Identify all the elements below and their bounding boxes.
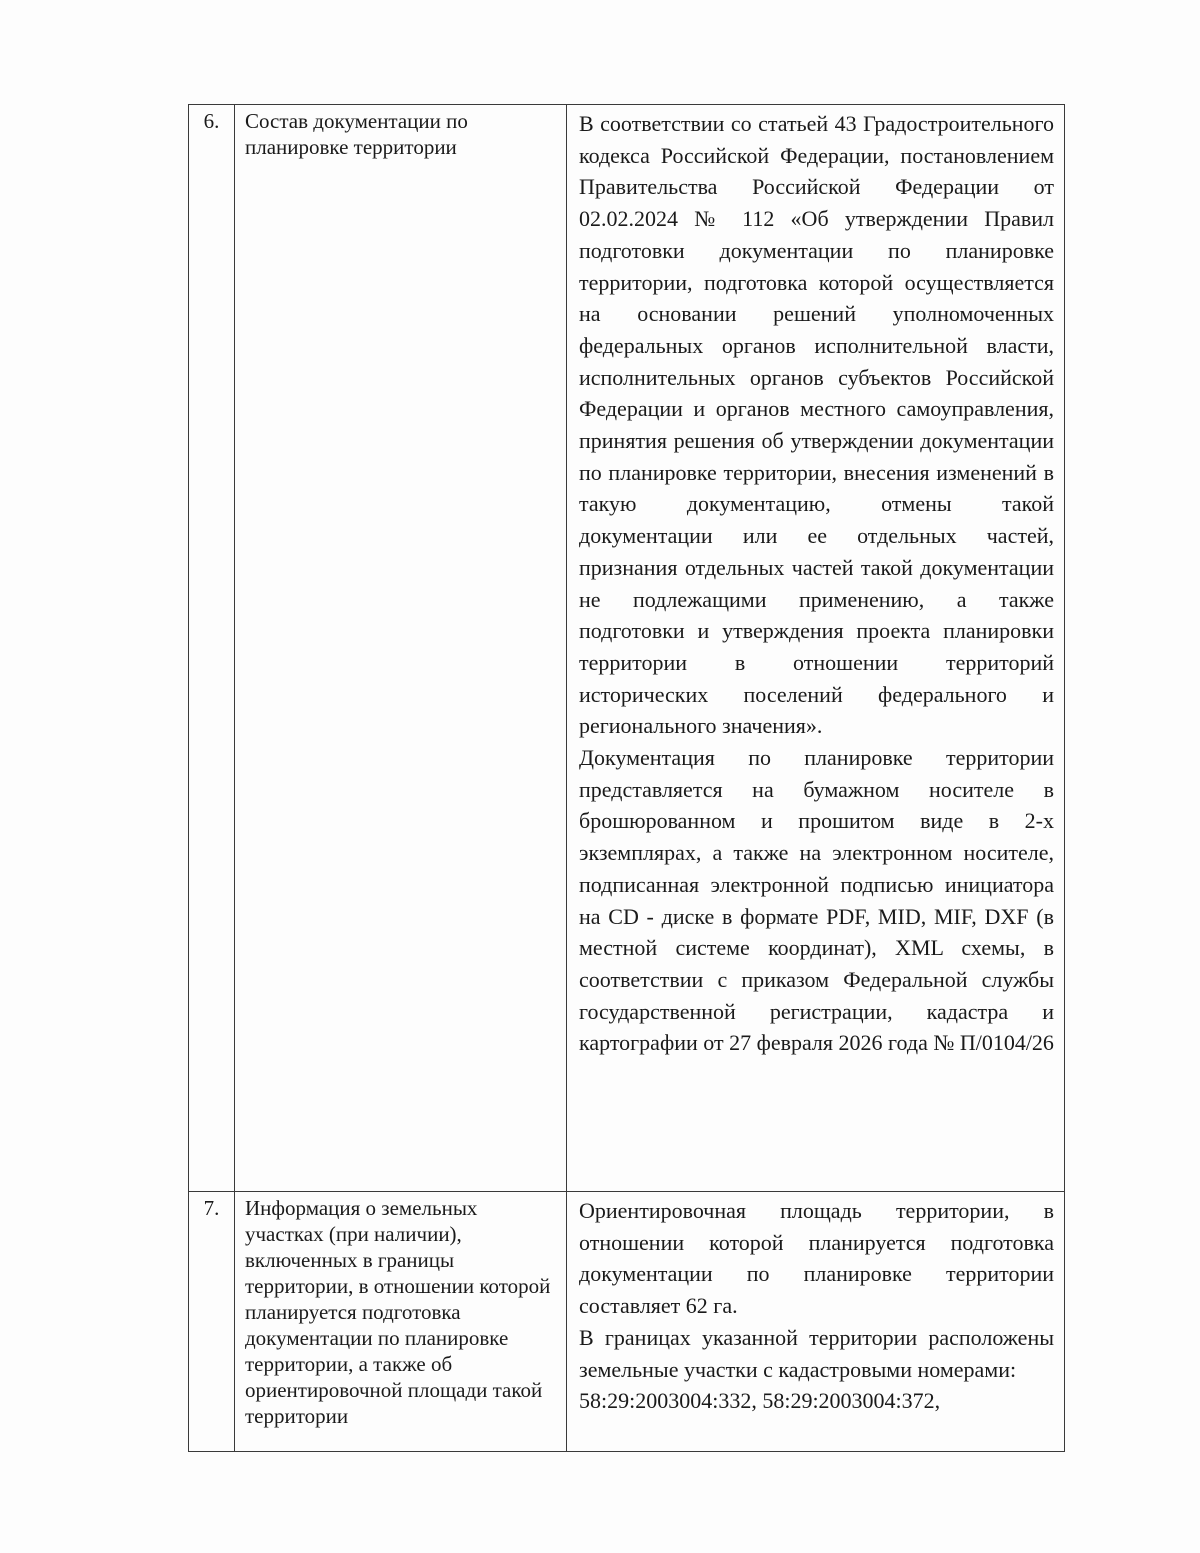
table-row: [189, 1192, 1065, 1452]
row-number: 7.: [189, 1192, 235, 1452]
content-paragraph: Документация по планировке территории представляется на бумажном носителе в брошюрованном и прошитом виде в 2-х экземплярах, а также на электронном носителе, подписанная электронной подписью инициатора на CD - диске в формате PDF, MID, MIF, DXF (в местной системе координат), XML схемы, в соответствии с приказом Федеральной службы государственной регистрации, кадастра и картографии от 27 февраля 2026 года № П/0104/26: [579, 745, 1054, 1056]
content-paragraph: Ориентировочная площадь территории, в отношении которой планируется подготовка документации по планировке территории составляет 62 га.: [579, 1198, 1054, 1319]
row-number: 6.: [189, 105, 235, 1192]
row-content: [567, 1192, 1065, 1452]
content-paragraph: В границах указанной территории расположены земельные участки с кадастровыми номерами:: [579, 1324, 1054, 1382]
content-paragraph: В соответствии со статьей 43 Градостроительного кодекса Российской Федерации, постановлением Правительства Российской Федерации от 02.02.2024 № 112 «Об утверждении Правил подготовки документации по планировке территории, подготовка которой осуществляется на основании решений уполномоченных федеральных органов исполнительной власти, исполнительных органов субъектов Российской Федерации и органов местного самоуправления, принятия решения об утверждении документации по планировке территории, внесения изменений в такую документацию, отмены такой документации или ее отдельных частей, признания отдельных частей такой документации не подлежащими применению, а также подготовки и утверждения проекта планировки территории в отношении территорий исторических поселений федерального и регионального значения».: [579, 111, 1054, 739]
requirements-table: [188, 104, 1065, 1452]
content-paragraph: 58:29:2003004:332, 58:29:2003004:372,: [579, 1388, 941, 1414]
row-title: Состав документации по планировке территории: [235, 105, 567, 1192]
row-content: [567, 105, 1065, 1192]
row-title: Информация о земельных участках (при наличии), включенных в границы территории, в отношении которой планируется подготовка документации по планировке территории, а также об ориентировочной площади такой территории: [235, 1192, 567, 1452]
table-row: [189, 105, 1065, 1192]
